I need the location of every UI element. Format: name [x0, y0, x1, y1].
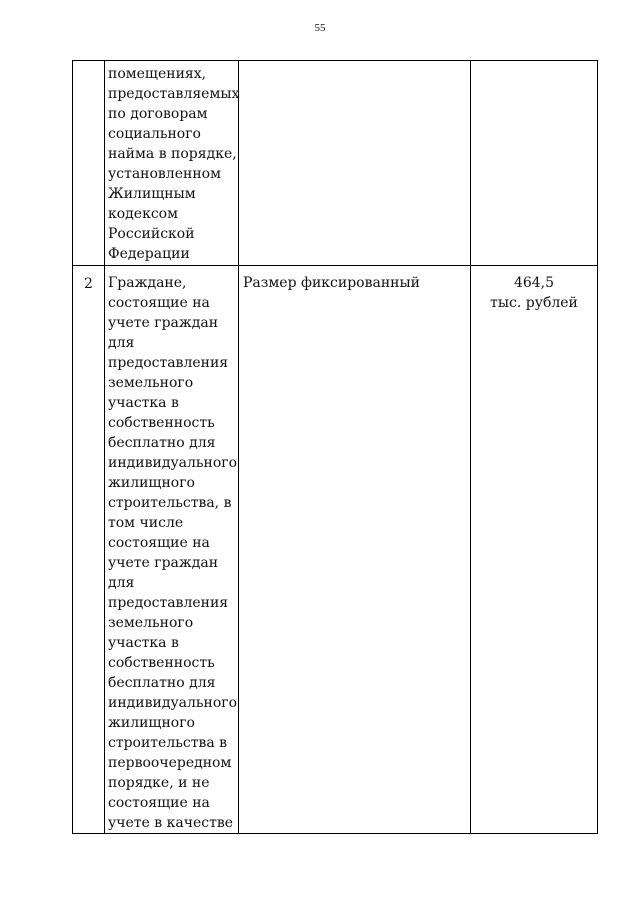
category-line: жилищного	[108, 475, 195, 491]
category-line: найма в порядке,	[108, 146, 237, 162]
category-line: первоочередном	[108, 755, 232, 771]
category-line: Федерации	[108, 246, 190, 262]
category-line: учете в качестве	[108, 815, 233, 831]
category-line: предоставления	[108, 355, 229, 371]
category-line: учете граждан	[108, 315, 219, 331]
category-line: земельного	[108, 615, 194, 631]
category-cell	[105, 61, 239, 266]
category-line: собственность	[108, 415, 215, 431]
category-line: кодексом	[108, 206, 178, 222]
category-line: земельного	[108, 375, 194, 391]
category-line: состоящие на	[108, 795, 210, 811]
table-row	[73, 266, 598, 834]
category-line: для	[108, 575, 135, 591]
category-line: жилищного	[108, 715, 195, 731]
category-line: том числе	[108, 515, 184, 531]
sum-cell	[471, 266, 598, 834]
category-line: предоставляемых	[108, 86, 240, 102]
page-number: 55	[314, 22, 326, 34]
category-line: бесплатно для	[108, 675, 216, 691]
sum-cell	[471, 61, 598, 266]
table-row	[73, 61, 598, 266]
category-line: Граждане,	[108, 275, 187, 291]
benefits-table	[72, 60, 598, 834]
category-line: строительства в	[108, 735, 227, 751]
category-line: индивидуального	[108, 455, 238, 471]
sum-unit: тыс. рублей	[490, 295, 578, 311]
category-line: предоставления	[108, 595, 229, 611]
category-line: порядке, и не	[108, 775, 210, 791]
category-line: участка в	[108, 395, 179, 411]
row-number-cell	[73, 61, 105, 266]
category-line: состоящие на	[108, 295, 210, 311]
category-cell	[105, 266, 239, 834]
category-line: Жилищным	[108, 186, 196, 202]
condition-cell: Размер фиксированный	[239, 266, 471, 834]
row-number-cell: 2	[73, 266, 105, 834]
category-line: установленном	[108, 166, 221, 182]
category-line: по договорам	[108, 106, 208, 122]
category-line: участка в	[108, 635, 179, 651]
category-line: состоящие на	[108, 535, 210, 551]
category-line: индивидуального	[108, 695, 238, 711]
category-line: собственность	[108, 655, 215, 671]
category-line: бесплатно для	[108, 435, 216, 451]
category-line: строительства, в	[108, 495, 232, 511]
category-line: социального	[108, 126, 201, 142]
category-line: Российской	[108, 226, 195, 242]
category-line: помещениях,	[108, 66, 207, 82]
sum-amount: 464,5	[513, 275, 555, 291]
category-line: учете граждан	[108, 555, 219, 571]
category-line: для	[108, 335, 135, 351]
condition-cell	[239, 61, 471, 266]
